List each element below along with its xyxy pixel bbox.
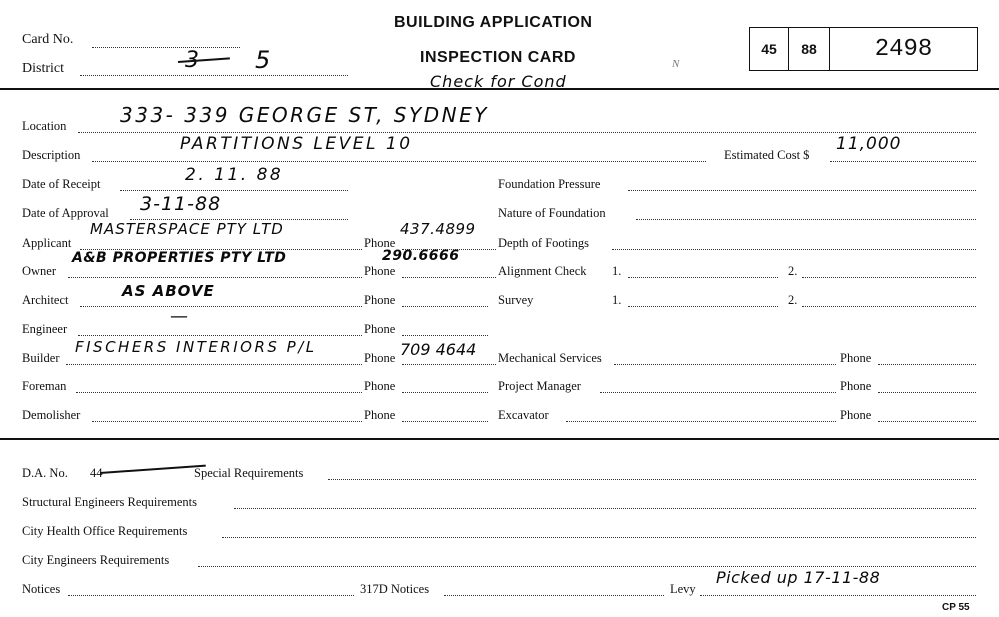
engineer-label: Engineer <box>22 322 68 336</box>
mechanical-phone-label: Phone <box>840 351 872 365</box>
foreman-phone-line <box>402 392 488 393</box>
owner-value: A&B PROPERTIES PTY LTD <box>72 250 287 266</box>
excavator-line <box>566 421 836 422</box>
nature-foundation-label: Nature of Foundation <box>498 206 606 220</box>
builder-phone-line <box>402 364 496 365</box>
survey-2-label: 2. <box>788 293 798 307</box>
owner-label: Owner <box>22 264 57 278</box>
estimated-cost-line <box>830 161 976 162</box>
structural-req-line <box>234 508 976 509</box>
applicant-label: Applicant <box>22 236 72 250</box>
applicant-phone: 437.4899 <box>400 220 476 238</box>
card-number-box <box>749 27 978 71</box>
foreman-line <box>76 392 362 393</box>
levy-label: Levy <box>670 582 696 596</box>
alignment-2-label: 2. <box>788 264 798 278</box>
builder-line <box>66 364 362 365</box>
engineer-phone-label: Phone <box>364 322 396 336</box>
card-box-cell-1: 45 <box>750 28 789 70</box>
project-manager-phone-label: Phone <box>840 379 872 393</box>
excavator-phone-line <box>878 421 976 422</box>
district-line <box>80 75 348 76</box>
approval-label: Date of Approval <box>22 206 109 220</box>
notices-line <box>68 595 354 596</box>
survey-1-label: 1. <box>612 293 622 307</box>
applicant-phone-label: Phone <box>364 236 396 250</box>
form-title: BUILDING APPLICATION <box>394 14 593 31</box>
middle-rule <box>0 438 999 440</box>
owner-phone-line <box>402 277 496 278</box>
special-req-label: Special Requirements <box>194 466 304 480</box>
district-label: District <box>22 61 64 76</box>
levy-line <box>700 595 976 596</box>
owner-line <box>68 277 362 278</box>
builder-phone-label: Phone <box>364 351 396 365</box>
alignment-1-line <box>628 277 778 278</box>
notices-317d-line <box>444 595 664 596</box>
foreman-label: Foreman <box>22 379 67 393</box>
da-no-strike <box>100 465 206 474</box>
health-req-label: City Health Office Requirements <box>22 524 188 538</box>
architect-phone-label: Phone <box>364 293 396 307</box>
builder-value: FISCHERS INTERIORS P/L <box>75 338 317 356</box>
alignment-check-label: Alignment Check <box>498 264 587 278</box>
excavator-phone-label: Phone <box>840 408 872 422</box>
foreman-phone-label: Phone <box>364 379 396 393</box>
foundation-pressure-line <box>628 190 976 191</box>
district-value: 5 <box>255 46 273 74</box>
special-req-line <box>328 479 976 480</box>
city-engineers-label: City Engineers Requirements <box>22 553 170 567</box>
conditions-note: Check for Cond <box>430 72 567 91</box>
builder-phone: 709 4644 <box>400 340 477 359</box>
depth-footings-label: Depth of Footings <box>498 236 589 250</box>
description-label: Description <box>22 148 81 162</box>
estimated-cost-value: 11,000 <box>836 134 902 154</box>
survey-1-line <box>628 306 778 307</box>
form-code: CP 55 <box>942 602 970 613</box>
card-no-line <box>92 47 240 48</box>
card-box-cell-2: 88 <box>789 28 830 70</box>
card-number: 2498 <box>874 35 933 63</box>
location-value: 333- 339 GEORGE ST, SYDNEY <box>120 103 489 127</box>
depth-footings-line <box>612 249 976 250</box>
owner-phone-label: Phone <box>364 264 396 278</box>
structural-req-label: Structural Engineers Requirements <box>22 495 197 509</box>
foundation-pressure-label: Foundation Pressure <box>498 177 601 191</box>
demolisher-phone-label: Phone <box>364 408 396 422</box>
engineer-phone-line <box>402 335 488 336</box>
architect-line <box>80 306 362 307</box>
demolisher-phone-line <box>402 421 488 422</box>
mechanical-label: Mechanical Services <box>498 351 602 365</box>
header-rule <box>0 88 999 90</box>
receipt-value: 2. 11. 88 <box>185 165 284 185</box>
applicant-value: MASTERSPACE PTY LTD <box>90 220 284 238</box>
approval-value: 3-11-88 <box>140 193 222 215</box>
levy-value: Picked up 17-11-88 <box>716 568 881 587</box>
architect-label: Architect <box>22 293 69 307</box>
margin-mark: N <box>672 58 680 70</box>
receipt-line <box>120 190 348 191</box>
survey-label: Survey <box>498 293 534 307</box>
notices-317d-label: 317D Notices <box>360 582 430 596</box>
project-manager-label: Project Manager <box>498 379 581 393</box>
da-no-value: 44 <box>90 466 103 480</box>
notices-label: Notices <box>22 582 61 596</box>
demolisher-line <box>92 421 362 422</box>
alignment-2-line <box>802 277 976 278</box>
mechanical-phone-line <box>878 364 976 365</box>
estimated-cost-label: Estimated Cost $ <box>724 148 810 162</box>
excavator-label: Excavator <box>498 408 549 422</box>
description-value: PARTITIONS LEVEL 10 <box>180 134 413 154</box>
architect-value: AS ABOVE <box>122 282 215 300</box>
health-req-line <box>222 537 976 538</box>
owner-phone: 290.6666 <box>382 248 460 264</box>
survey-2-line <box>802 306 976 307</box>
card-no-label: Card No. <box>22 32 74 47</box>
mechanical-line <box>614 364 836 365</box>
engineer-line <box>78 335 362 336</box>
location-label: Location <box>22 119 67 133</box>
description-line <box>92 161 706 162</box>
demolisher-label: Demolisher <box>22 408 81 422</box>
architect-phone-line <box>402 306 488 307</box>
nature-foundation-line <box>636 219 976 220</box>
project-manager-line <box>600 392 836 393</box>
engineer-value: — <box>170 306 191 327</box>
location-line <box>78 132 976 133</box>
project-manager-phone-line <box>878 392 976 393</box>
receipt-label: Date of Receipt <box>22 177 101 191</box>
alignment-1-label: 1. <box>612 264 622 278</box>
builder-label: Builder <box>22 351 60 365</box>
city-engineers-line <box>198 566 976 567</box>
form-subtitle: INSPECTION CARD <box>420 49 576 66</box>
da-no-label: D.A. No. <box>22 466 68 480</box>
